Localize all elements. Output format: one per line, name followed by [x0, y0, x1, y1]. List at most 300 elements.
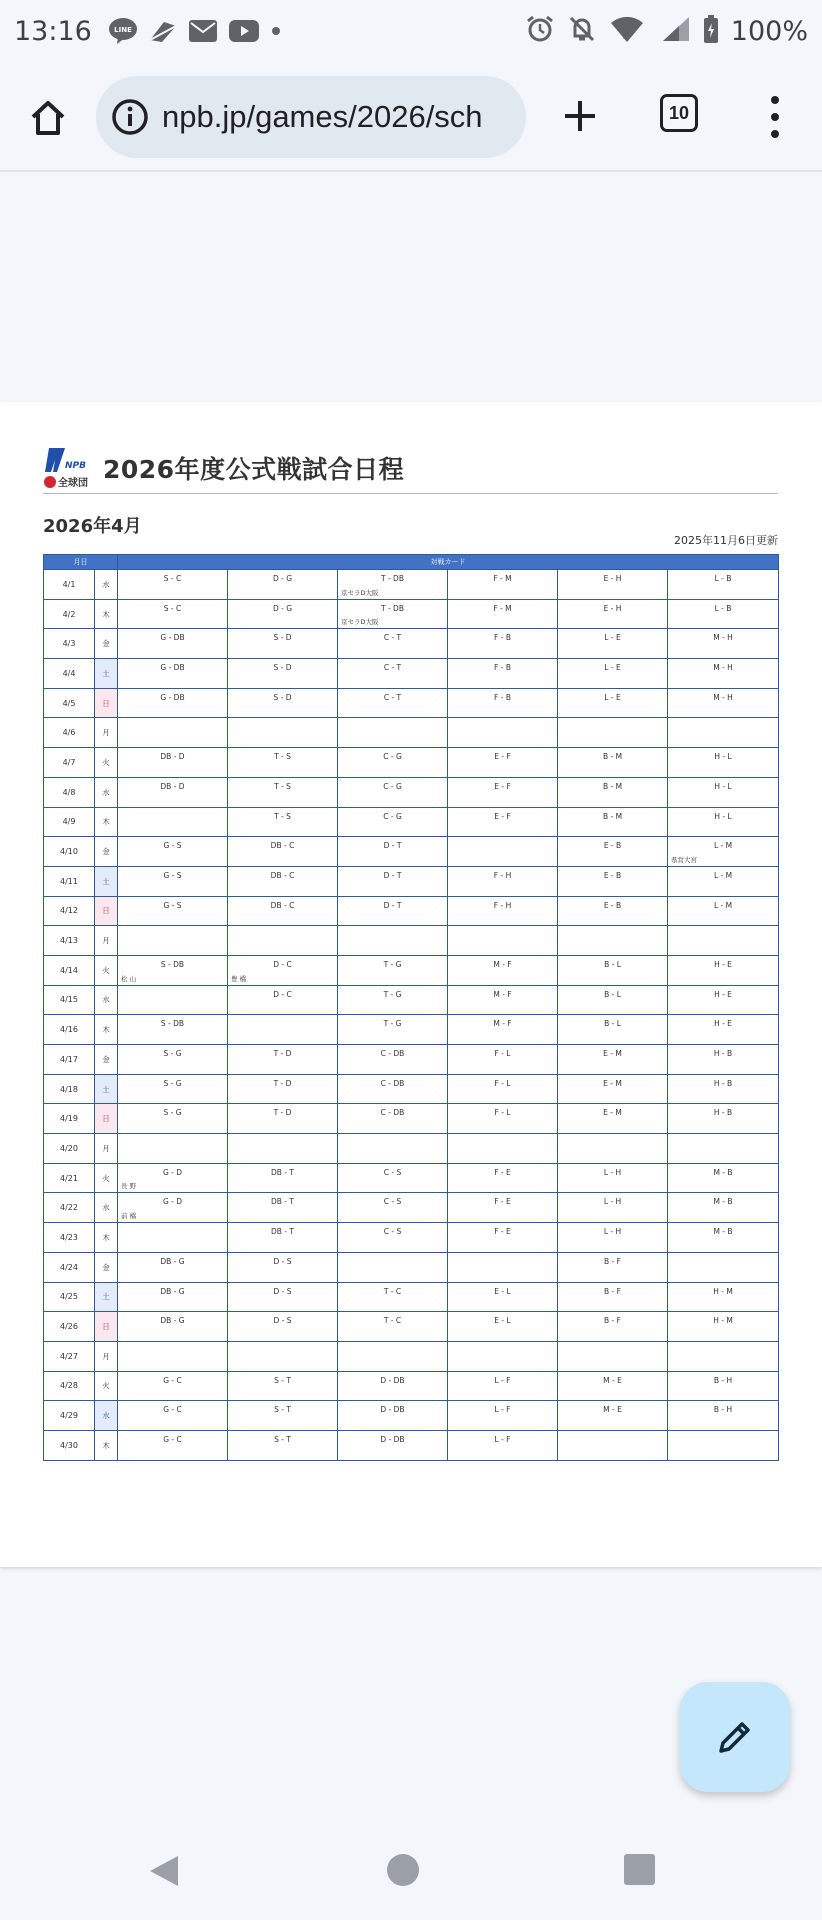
venue-note: 京セラD大阪 [341, 588, 379, 597]
matchup-cell [558, 1163, 668, 1193]
matchup-cell [338, 1015, 448, 1045]
info-icon[interactable] [110, 97, 150, 137]
matchup-cell [448, 807, 558, 837]
matchup-cell [228, 1371, 338, 1401]
matchup-text: C - DB [380, 1078, 405, 1088]
matchup-cell [228, 629, 338, 659]
matchup-cell [338, 1282, 448, 1312]
battery-percent: 100% [730, 15, 808, 47]
matchup-text: DB - T [271, 1227, 294, 1237]
matchup-text: H - E [714, 989, 732, 999]
matchup-cell [228, 1074, 338, 1104]
matchup-cell [668, 1282, 779, 1312]
table-row [44, 837, 779, 867]
youtube-icon [228, 19, 260, 43]
matchup-text: E - B [603, 870, 622, 880]
more-notifications-dot-icon [270, 25, 282, 37]
matchup-cell [228, 837, 338, 867]
matchup-cell [338, 688, 448, 718]
matchup-cell [448, 837, 558, 867]
matchup-text: H - M [713, 1316, 733, 1326]
matchup-cell [118, 659, 228, 689]
date-cell: 4/8 [44, 777, 95, 807]
matchup-text: H - M [713, 1286, 733, 1296]
date-cell: 4/5 [44, 688, 95, 718]
matchup-cell [668, 718, 779, 748]
table-row [44, 1430, 779, 1460]
matchup-cell [558, 926, 668, 956]
matchup-text: M - E [603, 1405, 622, 1415]
matchup-cell [338, 629, 448, 659]
system-navigation-bar [0, 1830, 822, 1920]
matchup-text: B - H [713, 1375, 733, 1385]
matchup-text: M - B [713, 1227, 733, 1237]
date-cell: 4/27 [44, 1341, 95, 1371]
matchup-text: B - M [602, 752, 623, 762]
matchup-text: DB - C [270, 870, 295, 880]
matchup-cell [118, 629, 228, 659]
matchup-text: T - D [273, 1078, 292, 1088]
matchup-cell [558, 807, 668, 837]
matchup-text: F - L [494, 1108, 511, 1118]
table-row [44, 866, 779, 896]
date-cell: 4/9 [44, 807, 95, 837]
matchup-cell [338, 1341, 448, 1371]
matchup-cell [668, 985, 779, 1015]
date-cell: 4/16 [44, 1015, 95, 1045]
date-cell: 4/17 [44, 1045, 95, 1075]
matchup-cell [558, 1074, 668, 1104]
matchup-text: S - C [163, 603, 182, 613]
battery-charging-icon [703, 14, 719, 48]
weekday-cell: 日 [95, 688, 118, 718]
matchup-text: G - C [163, 1405, 182, 1415]
matchup-cell [558, 777, 668, 807]
matchup-cell [118, 837, 228, 867]
matchup-text: D - T [383, 900, 402, 910]
matchup-cell [558, 570, 668, 600]
matchup-cell [558, 1193, 668, 1223]
matchup-text: G - DB [160, 663, 185, 673]
matchup-text: M - H [713, 692, 733, 702]
matchup-text: D - S [273, 1316, 292, 1326]
home-icon [28, 98, 68, 138]
venue-note: 長 野 [121, 1182, 137, 1191]
home-button[interactable] [20, 90, 76, 146]
matchup-text: C - T [383, 663, 402, 673]
date-cell: 4/11 [44, 866, 95, 896]
weekday-cell: 月 [95, 1134, 118, 1164]
weekday-cell: 土 [95, 866, 118, 896]
edit-fab-button[interactable] [680, 1682, 790, 1792]
plus-icon [562, 98, 598, 134]
matchup-cell [338, 1193, 448, 1223]
matchup-cell [338, 985, 448, 1015]
matchup-text: E - F [494, 811, 511, 821]
matchup-text: L - E [604, 663, 621, 673]
matchup-cell [448, 1193, 558, 1223]
schedule-table [43, 554, 779, 1461]
matchup-cell [668, 1401, 779, 1431]
matchup-text: E - L [494, 1286, 511, 1296]
matchup-text: D - T [383, 870, 402, 880]
matchup-cell [558, 1282, 668, 1312]
venue-note: 豊 橋 [231, 974, 247, 983]
date-cell: 4/7 [44, 748, 95, 778]
matchup-cell [228, 926, 338, 956]
weekday-cell: 火 [95, 1371, 118, 1401]
matchup-cell [668, 896, 779, 926]
matchup-cell [118, 777, 228, 807]
matchup-cell [448, 748, 558, 778]
matchup-cell [228, 1223, 338, 1253]
matchup-text: L - F [494, 1434, 511, 1444]
table-row [44, 599, 779, 629]
matchup-cell [448, 1163, 558, 1193]
table-row [44, 629, 779, 659]
table-row [44, 1312, 779, 1342]
table-row [44, 926, 779, 956]
matchup-cell [448, 1045, 558, 1075]
matchup-cell [228, 570, 338, 600]
matchup-text: M - H [713, 663, 733, 673]
matchup-text: G - D [162, 1167, 183, 1177]
matchup-cell [118, 1104, 228, 1134]
matchup-cell [228, 1252, 338, 1282]
matchup-cell [118, 896, 228, 926]
weekday-cell: 水 [95, 985, 118, 1015]
matchup-cell [228, 807, 338, 837]
matchup-text: E - L [494, 1316, 511, 1326]
matchup-text: B - L [604, 1019, 621, 1029]
matchup-cell [118, 1193, 228, 1223]
matchup-text: B - F [604, 1286, 621, 1296]
table-row [44, 748, 779, 778]
date-cell: 4/30 [44, 1430, 95, 1460]
matchup-text: C - S [383, 1167, 402, 1177]
weekday-cell: 日 [95, 1104, 118, 1134]
table-row [44, 1371, 779, 1401]
matchup-text: H - E [714, 1019, 732, 1029]
matchup-text: T - D [273, 1049, 292, 1058]
matchup-cell [228, 659, 338, 689]
date-cell: 4/23 [44, 1223, 95, 1253]
matchup-text: T - S [274, 752, 291, 762]
document-page [0, 402, 822, 1567]
matchup-cell [118, 955, 228, 985]
matchup-cell [448, 896, 558, 926]
date-cell: 4/3 [44, 629, 95, 659]
table-row [44, 1015, 779, 1045]
matchup-cell [118, 1163, 228, 1193]
matchup-text: DB - D [160, 781, 185, 791]
matchup-cell [338, 1430, 448, 1460]
matchup-cell [448, 1015, 558, 1045]
matchup-text: B - L [604, 989, 621, 999]
weekday-cell: 木 [95, 1430, 118, 1460]
matchup-cell [228, 1430, 338, 1460]
tab-switcher-button[interactable]: 10 [660, 94, 698, 132]
matchup-cell [558, 866, 668, 896]
weekday-cell: 木 [95, 807, 118, 837]
matchup-text: F - B [494, 663, 511, 673]
matchup-cell [228, 748, 338, 778]
matchup-cell [338, 659, 448, 689]
weekday-cell: 木 [95, 1223, 118, 1253]
matchup-cell [448, 955, 558, 985]
matchup-cell [668, 688, 779, 718]
matchup-cell [118, 1074, 228, 1104]
matchup-cell [338, 837, 448, 867]
matchup-cell [118, 985, 228, 1015]
matchup-cell [448, 688, 558, 718]
matchup-cell [668, 570, 779, 600]
table-row [44, 1045, 779, 1075]
matchup-text: F - M [493, 574, 512, 583]
matchup-text: S - G [163, 1108, 182, 1118]
matchup-cell [118, 1282, 228, 1312]
new-tab-button[interactable] [552, 88, 608, 144]
matchup-text: L - E [604, 633, 621, 643]
back-button[interactable] [148, 1854, 180, 1892]
matchup-cell [118, 1045, 228, 1075]
matchup-text: D - S [273, 1256, 292, 1266]
matchup-text: DB - T [271, 1197, 294, 1207]
weekday-cell: 土 [95, 659, 118, 689]
matchup-cell [118, 1015, 228, 1045]
matchup-cell [448, 1104, 558, 1134]
matchup-cell [338, 1074, 448, 1104]
matchup-text: M - F [493, 989, 512, 999]
matchup-text: T - C [383, 1286, 402, 1296]
matchup-cell [448, 985, 558, 1015]
matchup-text: DB - C [270, 841, 295, 851]
matchup-cell [338, 599, 448, 629]
system-icons [525, 14, 808, 48]
matchup-cell [338, 777, 448, 807]
svg-text:LINE: LINE [113, 26, 132, 34]
matchup-cell [448, 926, 558, 956]
matchup-cell [228, 1015, 338, 1045]
matchup-text: D - T [383, 841, 402, 851]
matchup-cell [448, 1312, 558, 1342]
matchup-text: F - L [494, 1049, 511, 1058]
matchup-cell [448, 1282, 558, 1312]
weekday-cell: 土 [95, 1282, 118, 1312]
matchup-text: E - H [603, 603, 622, 613]
matchup-text: T - G [383, 1019, 402, 1029]
weekday-cell: 火 [95, 955, 118, 985]
table-row [44, 1341, 779, 1371]
matchup-text: B - H [713, 1405, 733, 1415]
matchup-cell [228, 955, 338, 985]
matchup-text: G - S [163, 841, 182, 851]
svg-text:4: 4 [622, 31, 630, 44]
header-date: 月日 [44, 555, 118, 570]
matchup-text: S - DB [160, 1019, 185, 1029]
table-row [44, 570, 779, 600]
matchup-cell [118, 1134, 228, 1164]
matchup-text: S - G [163, 1049, 182, 1058]
page-title: 2026年度公式戦試合日程 [103, 454, 405, 484]
date-cell: 4/1 [44, 570, 95, 600]
matchup-cell [338, 1045, 448, 1075]
line-app-icon [108, 17, 138, 45]
matchup-text: T - D [273, 1108, 292, 1118]
paper-plane-icon [148, 18, 178, 44]
matchup-cell [448, 1341, 558, 1371]
date-cell: 4/28 [44, 1371, 95, 1401]
matchup-cell [228, 688, 338, 718]
matchup-text: G - C [163, 1375, 182, 1385]
matchup-cell [228, 1282, 338, 1312]
matchup-text: T - DB [381, 574, 404, 583]
recents-square-button[interactable] [624, 1854, 655, 1885]
matchup-cell [558, 659, 668, 689]
matchup-cell [448, 1223, 558, 1253]
matchup-cell [338, 1252, 448, 1282]
matchup-cell [448, 1134, 558, 1164]
matchup-text: F - H [493, 900, 512, 910]
matchup-cell [448, 1252, 558, 1282]
matchup-cell [558, 1223, 668, 1253]
address-bar[interactable] [96, 76, 526, 158]
matchup-text: H - E [714, 959, 732, 969]
npb-logo [43, 446, 95, 490]
alarm-icon [525, 14, 555, 48]
matchup-text: D - DB [380, 1434, 405, 1444]
matchup-text: M - F [493, 1019, 512, 1029]
schedule-body [44, 570, 779, 1461]
matchup-text: DB - D [160, 752, 185, 762]
weekday-cell: 水 [95, 570, 118, 600]
date-cell: 4/26 [44, 1312, 95, 1342]
matchup-cell [228, 985, 338, 1015]
weekday-cell: 火 [95, 1163, 118, 1193]
matchup-text: E - H [603, 574, 622, 583]
matchup-text: T - G [383, 959, 402, 969]
matchup-text: D - C [273, 989, 292, 999]
matchup-text: DB - G [160, 1316, 185, 1326]
matchup-cell [338, 1223, 448, 1253]
matchup-text: L - H [603, 1197, 622, 1207]
matchup-text: E - M [603, 1049, 622, 1058]
mail-icon [188, 19, 218, 43]
matchup-cell [228, 1045, 338, 1075]
venue-note: 京セラD大阪 [341, 618, 379, 627]
matchup-text: L - B [714, 574, 732, 583]
venue-note: 松 山 [121, 974, 137, 983]
table-row [44, 1223, 779, 1253]
weekday-cell: 水 [95, 1401, 118, 1431]
date-cell: 4/14 [44, 955, 95, 985]
date-cell: 4/20 [44, 1134, 95, 1164]
matchup-text: C - S [383, 1197, 402, 1207]
matchup-cell [338, 1401, 448, 1431]
matchup-text: L - M [713, 870, 733, 880]
matchup-text: E - M [603, 1108, 622, 1118]
matchup-text: S - T [274, 1434, 291, 1444]
matchup-cell [558, 599, 668, 629]
matchup-text: DB - T [271, 1167, 294, 1177]
matchup-cell [118, 1223, 228, 1253]
matchup-cell [448, 777, 558, 807]
date-cell: 4/10 [44, 837, 95, 867]
table-row [44, 1282, 779, 1312]
matchup-text: S - G [163, 1078, 182, 1088]
matchup-text: S - T [274, 1375, 291, 1385]
table-row [44, 777, 779, 807]
matchup-text: G - C [163, 1434, 182, 1444]
matchup-text: E - F [494, 781, 511, 791]
matchup-cell [118, 688, 228, 718]
weekday-cell: 水 [95, 1193, 118, 1223]
notification-icons [108, 17, 282, 45]
matchup-cell [668, 807, 779, 837]
bell-muted-icon [567, 14, 597, 48]
matchup-text: S - DB [160, 959, 185, 969]
date-cell: 4/22 [44, 1193, 95, 1223]
matchup-cell [668, 926, 779, 956]
home-circle-button[interactable] [387, 1854, 419, 1886]
date-cell: 4/2 [44, 599, 95, 629]
matchup-cell [228, 896, 338, 926]
matchup-cell [668, 1015, 779, 1045]
url-text[interactable]: npb.jp/games/2026/sch [162, 99, 483, 134]
matchup-cell [448, 1401, 558, 1431]
date-cell: 4/12 [44, 896, 95, 926]
matchup-cell [448, 1371, 558, 1401]
more-vert-icon[interactable] [758, 92, 792, 142]
matchup-text: L - F [494, 1405, 511, 1415]
matchup-cell [558, 688, 668, 718]
matchup-text: E - M [603, 1078, 622, 1088]
matchup-text: C - G [383, 811, 402, 821]
matchup-text: C - T [383, 692, 402, 702]
matchup-cell [338, 866, 448, 896]
browser-toolbar [0, 62, 822, 172]
matchup-cell [668, 748, 779, 778]
matchup-cell [668, 1430, 779, 1460]
matchup-cell [228, 599, 338, 629]
matchup-text: M - E [603, 1375, 622, 1385]
weekday-cell: 金 [95, 629, 118, 659]
matchup-cell [228, 1193, 338, 1223]
matchup-text: H - B [713, 1049, 733, 1058]
matchup-text: F - E [494, 1167, 511, 1177]
matchup-text: T - C [383, 1316, 402, 1326]
weekday-cell: 月 [95, 926, 118, 956]
matchup-text: E - B [603, 841, 622, 851]
matchup-text: B - L [604, 959, 621, 969]
matchup-cell [668, 1341, 779, 1371]
matchup-text: L - F [494, 1375, 511, 1385]
matchup-cell [668, 1223, 779, 1253]
venue-note: 県営大宮 [671, 855, 697, 864]
matchup-cell [118, 1430, 228, 1460]
matchup-cell [118, 748, 228, 778]
matchup-text: D - G [272, 574, 293, 583]
matchup-text: S - D [273, 692, 292, 702]
matchup-cell [558, 1134, 668, 1164]
matchup-cell [448, 866, 558, 896]
matchup-cell [668, 955, 779, 985]
matchup-text: B - F [604, 1256, 621, 1266]
matchup-text: F - H [493, 870, 512, 880]
matchup-text: DB - C [270, 900, 295, 910]
table-row [44, 807, 779, 837]
matchup-text: DB - G [160, 1256, 185, 1266]
